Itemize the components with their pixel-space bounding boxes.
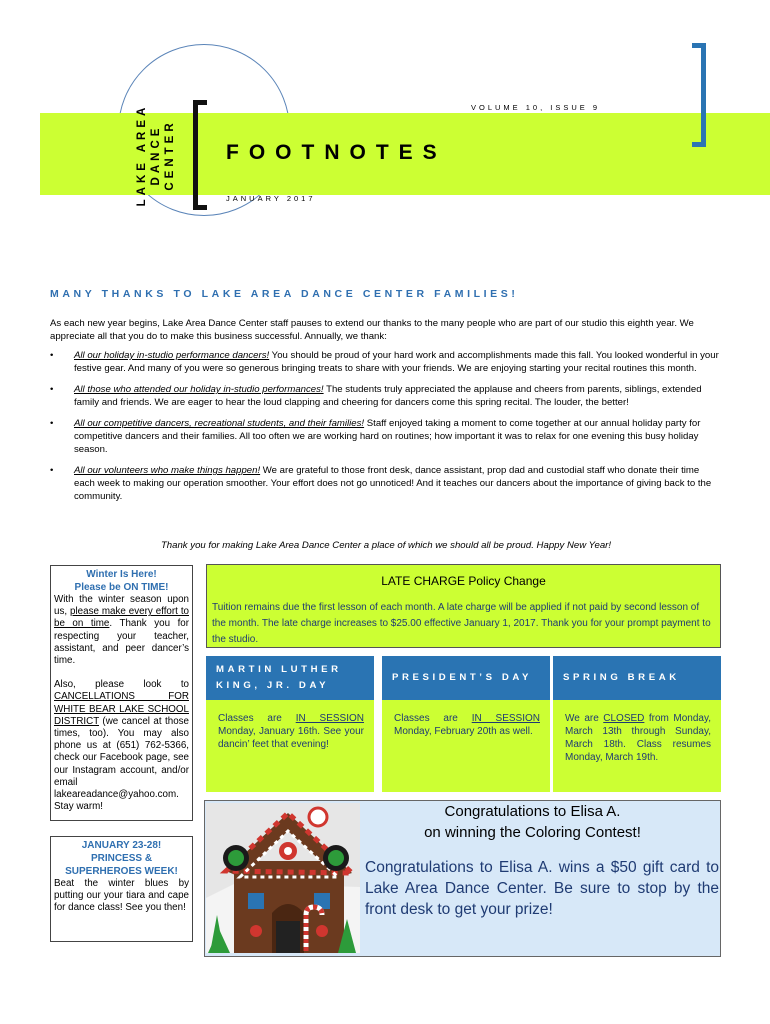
column-text: Monday, February 20th as well. <box>394 726 533 737</box>
bullet-icon: • <box>50 465 54 476</box>
right-bracket <box>692 43 706 147</box>
org-name-line2: CENTER <box>164 119 176 191</box>
presidents-day-text <box>394 712 540 738</box>
winter-paragraph-1 <box>54 594 189 667</box>
list-item <box>50 417 722 456</box>
winter-text-emphasis: CANCELLATIONS FOR WHITE BEAR LAKE SCHOOL DISTRICT <box>54 691 189 727</box>
thanks-list <box>50 349 722 511</box>
contest-text: Congratulations to Elisa A. wins a $50 gift card to Lake Area Dance Center. Be sure to stop by the front desk to get your prize! <box>365 859 719 918</box>
issue-date: JANUARY 2017 <box>226 194 316 203</box>
spring-break-column <box>553 656 721 792</box>
thanks-closing: Thank you for making Lake Area Dance Center a place of which we should all be proud. Happy New Year! <box>160 540 612 551</box>
bullet-icon: • <box>50 384 54 395</box>
winter-paragraph-2 <box>54 679 189 813</box>
winter-notice <box>50 565 193 821</box>
column-text: Classes are <box>218 713 296 724</box>
mlk-day-heading <box>206 656 374 700</box>
winter-text-emphasis: please make every effort to be on time <box>54 606 189 630</box>
winter-text: With the winter season upon us, <box>54 594 189 618</box>
list-item <box>50 383 722 409</box>
contest-heading-line2: on winning the Coloring Contest! <box>424 824 641 841</box>
late-charge-text: Tuition remains due the first lesson of each month. A late charge will be applied if not paid by second lesson of the month. The late charge increases to $25.00 effective January 1, 2017. Thank you for your prompt payment to the studio. <box>212 602 711 645</box>
column-text-emphasis: IN SESSION <box>471 713 540 724</box>
column-heading-text: MARTIN LUTHER KING, JR. DAY <box>216 664 342 691</box>
org-name-line1: LAKE AREA DANCE <box>136 103 162 207</box>
column-text: We are <box>565 713 604 724</box>
list-item <box>50 464 722 503</box>
bullet-icon: • <box>50 350 54 361</box>
mlk-day-column <box>206 656 374 792</box>
princess-week-notice <box>50 836 193 942</box>
column-heading-text: PRESIDENT’S DAY <box>392 672 533 683</box>
list-item-lead: All our competitive dancers, recreational students, and their families! <box>74 418 365 429</box>
spring-break-heading <box>553 656 721 700</box>
bullet-icon: • <box>50 418 54 429</box>
winter-subheading: Please be ON TIME! <box>74 582 169 593</box>
column-heading-text: SPRING BREAK <box>563 672 680 683</box>
newsletter-title: FOOTNOTES <box>226 141 447 164</box>
late-charge-box <box>206 564 721 648</box>
princess-week-date: JANUARY 23-28! <box>81 840 162 851</box>
winter-text: . Thank you for respecting your teacher, assistant, and peer dancer’s time. <box>54 618 190 667</box>
princess-week-text: Beat the winter blues by putting our your tiara and cape for dance class! See you then! <box>54 878 189 914</box>
spring-break-text <box>565 712 711 764</box>
list-item-text: You should be proud of your hard work and accomplishments made this fall. You looked wonderful in your festive gear. And many of you were so generous bringing treats to share with your friends. We are enjoying starting your recital routines this month. <box>74 350 719 374</box>
winter-heading: Winter Is Here! <box>86 569 157 580</box>
winter-text: (we cancel at those times, too). You may also phone us at (651) 762-5366, check our Facebook page, see our Instagram account, and/or email lakeareadance@yahoo.com. Stay warm! <box>54 715 189 813</box>
org-name <box>135 80 185 230</box>
left-bracket <box>193 100 207 210</box>
volume-issue: VOLUME 10, ISSUE 9 <box>471 103 601 112</box>
late-charge-heading: LATE CHARGE Policy Change <box>381 574 546 588</box>
thanks-heading: MANY THANKS TO LAKE AREA DANCE CENTER FAMILIES! <box>50 288 519 300</box>
winter-text: Also, please look to <box>54 679 189 691</box>
list-item-lead: All our volunteers who make things happen! <box>74 465 261 476</box>
list-item-text: The students truly appreciated the applause and cheers from parents, siblings, extended family and friends. We are eager to hear the loud clapping and cheering for dancers come this spring recital. The louder, the better! <box>74 384 702 408</box>
contest-heading <box>345 801 720 843</box>
thanks-intro: As each new year begins, Lake Area Dance Center staff pauses to extend our thanks to the many people who are part of our studio this eighth year. We appreciate all that you do to make this business successful. Annually, we thank: <box>50 318 694 342</box>
contest-heading-line1: Congratulations to Elisa A. <box>444 803 621 820</box>
column-text: from Monday, March 13th through Sunday, March 18th. Class resumes Monday, March 19th. <box>565 713 711 763</box>
gingerbread-house-image <box>206 803 360 953</box>
mlk-day-text <box>218 712 364 751</box>
column-text: Monday, January 16th. See your dancin’ feet that evening! <box>218 726 364 750</box>
list-item-lead: All our holiday in-studio performance dancers! <box>74 350 270 361</box>
list-item-lead: All those who attended our holiday in-studio performances! <box>74 384 324 395</box>
presidents-day-heading <box>382 656 550 700</box>
list-item-text: We are grateful to those front desk, dance assistant, prop dad and custodial staff who donate their time each week to making our operation smoother. Your effort does not go unnoticed! And it teaches our dancers about the importance of giving back to the community. <box>74 465 712 502</box>
list-item-text: Staff enjoyed taking a moment to come together at our annual holiday party for competitive dancers and their families. All too often we are working hard on routines; how important it was to relax for one evening this busy holiday season. <box>74 418 701 455</box>
column-text-emphasis: IN SESSION <box>295 713 364 724</box>
column-text-emphasis: CLOSED <box>603 713 645 724</box>
list-item <box>50 349 722 375</box>
princess-week-heading: PRINCESS & SUPERHEROES WEEK! <box>65 853 178 877</box>
column-text: Classes are <box>394 713 472 724</box>
presidents-day-column <box>382 656 550 792</box>
